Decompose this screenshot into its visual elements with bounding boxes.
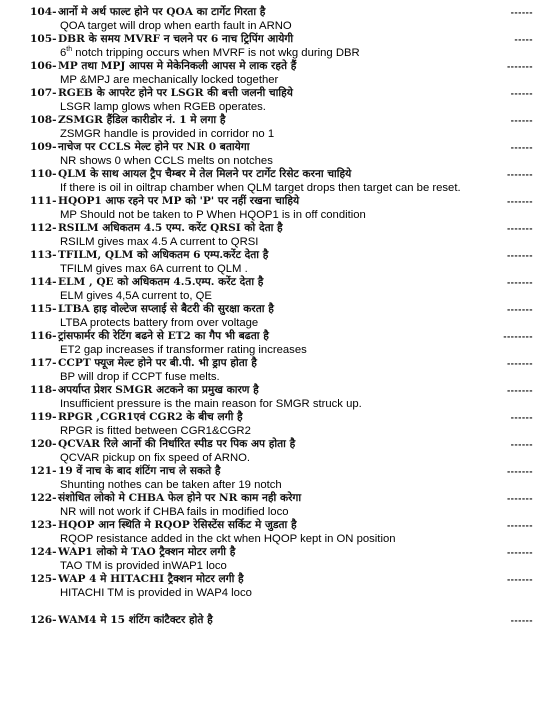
- item-number: 115-: [30, 303, 57, 315]
- question-line: [0, 6, 549, 19]
- question-line: [0, 303, 549, 316]
- answer-text: LTBA protects battery from over voltage: [60, 317, 259, 329]
- answer-text: ZSMGR handle is provided in corridor no 1: [60, 128, 275, 140]
- list-item: [0, 411, 549, 438]
- answer-dash: ------: [510, 143, 533, 152]
- item-number: 111-: [30, 195, 57, 207]
- answer-dash: ------: [510, 616, 533, 625]
- answer-dash: -------: [506, 575, 533, 584]
- answer-text: LSGR lamp glows when RGEB operates.: [60, 101, 266, 113]
- answer-superscript: th: [66, 46, 73, 54]
- question-line: [0, 438, 549, 451]
- question-line: [0, 546, 549, 559]
- item-number: 107-: [30, 87, 57, 99]
- list-item: [0, 33, 549, 60]
- item-number: 110-: [30, 168, 57, 180]
- question-text: HQOP1 आफ रहने पर MP को 'P' पर नहीं रखना चाहिये: [58, 195, 300, 207]
- answer-dash: -------: [506, 359, 533, 368]
- answer-text: RPGR is fitted between CGR1&CGR2: [60, 425, 251, 437]
- answer-dash: -------: [506, 548, 533, 557]
- list-item: [0, 87, 549, 114]
- answer-dash: --------: [503, 332, 533, 341]
- answer-dash: ------: [510, 116, 533, 125]
- answer-text: If there is oil in oiltrap chamber when QLM target drops then target can be reset.: [60, 182, 461, 194]
- question-text: LTBA हाइ वोल्टेज सप्लाई से बैटरी की सुरक्षा करता है: [58, 303, 274, 315]
- list-item: [0, 195, 549, 222]
- question-text: MP तथा MPJ आपस मे मेकेनिकली आपस मे लाक रहते हैं: [58, 60, 297, 72]
- question-line: [0, 465, 549, 478]
- question-line: [0, 114, 549, 127]
- answer-text: TAO TM is provided inWAP1 loco: [60, 560, 227, 572]
- question-line: [0, 33, 549, 46]
- question-line: [0, 519, 549, 532]
- answer-dash: -------: [506, 521, 533, 530]
- question-line: [0, 168, 549, 181]
- list-item: [0, 168, 549, 195]
- item-number: 105-: [30, 33, 57, 45]
- question-text: WAM4 मे 15 शंटिंग कांटैक्टर होते है: [58, 614, 213, 626]
- list-item: [0, 614, 549, 627]
- question-line: [0, 195, 549, 208]
- list-item: [0, 249, 549, 276]
- question-text: RSILM अधिकतम 4.5 एम्प. करेंट QRSI को देता है: [58, 222, 283, 234]
- answer-rest: notch tripping occurs when MVRF is not wkg during DBR: [72, 47, 360, 59]
- answer-text: BP will drop if CCPT fuse melts.: [60, 371, 220, 383]
- list-item: [0, 114, 549, 141]
- item-number: 114-: [30, 276, 57, 288]
- answer-text: HITACHI TM is provided in WAP4 loco: [60, 587, 252, 599]
- answer-dash: -------: [506, 467, 533, 476]
- question-line: [0, 222, 549, 235]
- answer-dash: -------: [506, 224, 533, 233]
- answer-text: QOA target will drop when earth fault in ARNO: [60, 20, 292, 32]
- item-number: 124-: [30, 546, 57, 558]
- answer-dash: -------: [506, 62, 533, 71]
- answer-text: ET2 gap increases if transformer rating increases: [60, 344, 307, 356]
- item-number: 120-: [30, 438, 57, 450]
- item-number: 118-: [30, 384, 57, 396]
- item-number: 116-: [30, 330, 57, 342]
- question-text: ZSMGR हैंडिल कारीडोर नं. 1 मे लगा है: [58, 114, 226, 126]
- question-line: [0, 384, 549, 397]
- answer-dash: -------: [506, 170, 533, 179]
- question-line: [0, 614, 549, 627]
- question-text: QLM के साथ आयल ट्रैप चैम्बर मे तेल मिलने पर टार्गेट रिसेट करना चाहिये: [58, 168, 352, 180]
- answer-dash: -------: [506, 305, 533, 314]
- question-text: RGEB के आपरेट होने पर LSGR की बत्ती जलनी चाहिये: [58, 87, 293, 99]
- question-text: HQOP आन स्थिति मे RQOP रेसिस्टेंस सर्किट मे जुडता है: [58, 519, 297, 531]
- question-text: नाचेज पर CCLS मेल्ट होने पर NR 0 बतायेगा: [58, 141, 250, 153]
- item-number: 113-: [30, 249, 57, 261]
- question-text: RPGR ,CGR1एवं CGR2 के बीच लगी है: [58, 411, 243, 423]
- item-number: 122-: [30, 492, 57, 504]
- answer-text: QCVAR pickup on fix speed of ARNO.: [60, 452, 251, 464]
- answer-text: NR will not work if CHBA fails in modified loco: [60, 506, 289, 518]
- answer-dash: -------: [506, 494, 533, 503]
- item-number: 104-: [30, 6, 57, 18]
- document-page: [0, 6, 549, 627]
- answer-text: MP Should not be taken to P When HQOP1 is in off condition: [60, 209, 366, 221]
- list-item: [0, 222, 549, 249]
- list-item: [0, 465, 549, 492]
- answer-dash: -----: [514, 35, 533, 44]
- list-item: [0, 546, 549, 573]
- answer-text: RSILM gives max 4.5 A current to QRSI: [60, 236, 259, 248]
- answer-dash: ------: [510, 440, 533, 449]
- list-item: [0, 573, 549, 600]
- answer-dash: ------: [510, 8, 533, 17]
- question-text: ELM , QE को अधिकतम 4.5.एम्प. करेंट देता है: [58, 276, 264, 288]
- question-line: [0, 141, 549, 154]
- answer-dash: -------: [506, 386, 533, 395]
- list-item: [0, 492, 549, 519]
- answer-text: Shunting nothes can be taken after 19 notch: [60, 479, 282, 491]
- list-item: [0, 303, 549, 330]
- question-line: [0, 357, 549, 370]
- list-item: [0, 438, 549, 465]
- item-number: 108-: [30, 114, 57, 126]
- answer-text: RQOP resistance added in the ckt when HQOP kept in ON position: [60, 533, 396, 545]
- list-item: [0, 60, 549, 87]
- item-number: 109-: [30, 141, 57, 153]
- question-text: ट्रांसफार्मर की रेटिंग बढने से ET2 का गैप भी बढता है: [58, 330, 269, 342]
- question-line: [0, 330, 549, 343]
- item-number: 117-: [30, 357, 57, 369]
- answer-prefix: 6: [60, 47, 67, 59]
- question-text: 19 वें नाच के बाद शंटिंग नाच ले सकते है: [58, 465, 221, 477]
- answer-dash: -------: [506, 197, 533, 206]
- question-text: WAP 4 मे HITACHI ट्रैक्शन मोटर लगी है: [58, 573, 244, 585]
- item-number: 112-: [30, 222, 57, 234]
- question-line: [0, 60, 549, 73]
- item-number: 106-: [30, 60, 57, 72]
- answer-text: [0, 46, 549, 60]
- item-number: 125-: [30, 573, 57, 585]
- spacer: [0, 600, 549, 614]
- answer-text: TFILM gives max 6A current to QLM .: [60, 263, 248, 275]
- question-line: [0, 411, 549, 424]
- item-number: 121-: [30, 465, 57, 477]
- question-text: TFILM, QLM को अधिकतम 6 एम्प.करेंट देता है: [58, 249, 269, 261]
- answer-text: ELM gives 4,5A current to, QE: [60, 290, 212, 302]
- question-text: DBR के समय MVRF न चलने पर 6 नाच ट्रिपिंग आयेगी: [58, 33, 294, 45]
- question-text: QCVAR रिले आर्नो की निर्धारित स्पीड पर पिक अप होता है: [58, 438, 296, 450]
- answer-dash: -------: [506, 251, 533, 260]
- question-text: संशोधित लोको मे CHBA फेल होने पर NR काम नही करेगा: [58, 492, 302, 504]
- answer-text: NR shows 0 when CCLS melts on notches: [60, 155, 273, 167]
- question-text: CCPT फ्यूज मेल्ट होने पर बी.पी. भी ड्राप होता है: [58, 357, 257, 369]
- list-item: [0, 519, 549, 546]
- list-item: [0, 6, 549, 33]
- item-number: 126-: [30, 614, 57, 626]
- question-line: [0, 492, 549, 505]
- item-number: 123-: [30, 519, 57, 531]
- question-text: अपर्याप्त प्रेशर SMGR अटकने का प्रमुख कारण है: [58, 384, 259, 396]
- answer-dash: -------: [506, 278, 533, 287]
- answer-dash: ------: [510, 413, 533, 422]
- question-line: [0, 87, 549, 100]
- answer-text: MP &MPJ are mechanically locked together: [60, 74, 279, 86]
- answer-text: Insufficient pressure is the main reason for SMGR struck up.: [60, 398, 362, 410]
- item-number: 119-: [30, 411, 57, 423]
- answer-dash: ------: [510, 89, 533, 98]
- list-item: [0, 276, 549, 303]
- list-item: [0, 384, 549, 411]
- question-line: [0, 249, 549, 262]
- question-text: आर्नो मे अर्थ फाल्ट होने पर QOA का टार्गेट गिरता है: [58, 6, 266, 18]
- list-item: [0, 330, 549, 357]
- question-line: [0, 573, 549, 586]
- question-line: [0, 276, 549, 289]
- list-item: [0, 141, 549, 168]
- list-item: [0, 357, 549, 384]
- question-text: WAP1 लोको मे TAO ट्रैक्शन मोटर लगी है: [58, 546, 236, 558]
